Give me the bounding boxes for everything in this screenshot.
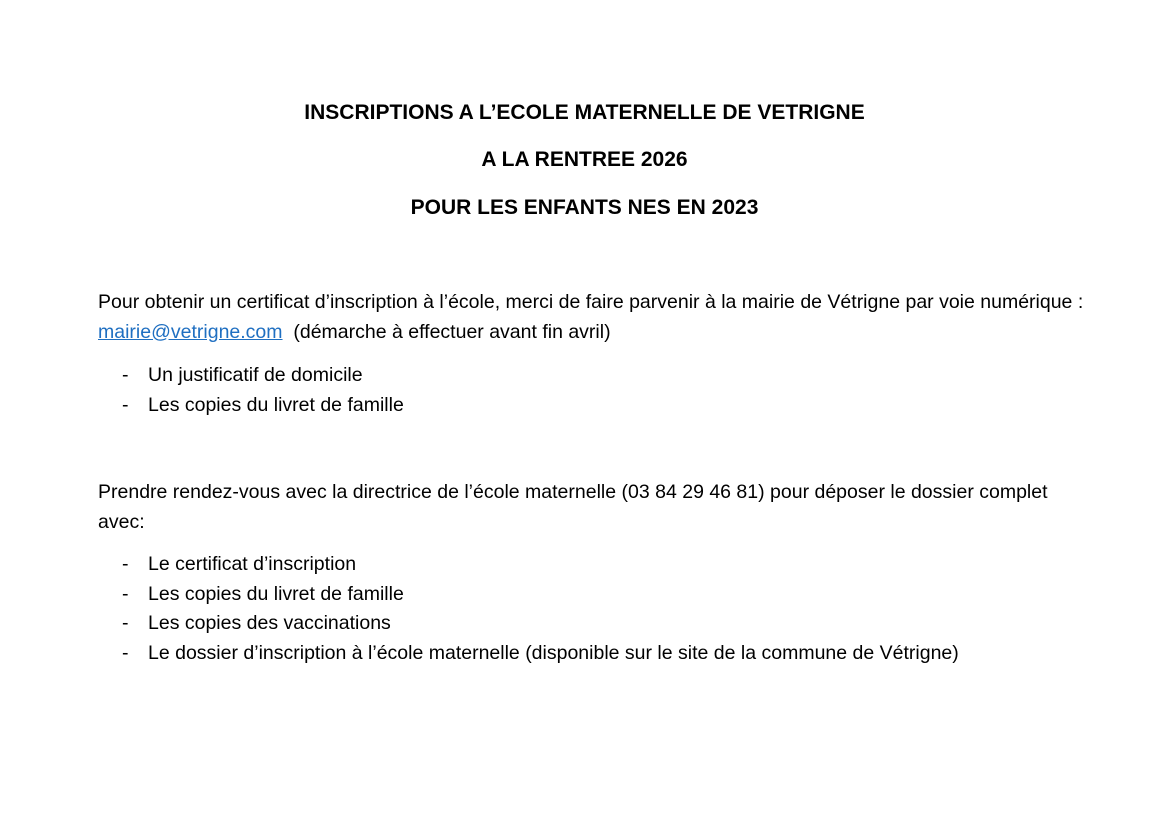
list-item: [0, 391, 988, 421]
list-item-text: Les copies du livret de famille: [148, 582, 404, 605]
list-bullet: -: [122, 393, 129, 416]
list-bullet: -: [122, 641, 129, 664]
list-item: [0, 609, 988, 639]
deadline-note: (démarche à effectuer avant fin avril): [282, 320, 611, 343]
list-bullet: -: [122, 364, 129, 386]
mairie-email-link[interactable]: mairie@vetrigne.com: [98, 320, 283, 343]
title-line-1: INSCRIPTIONS A L’ECOLE MATERNELLE DE VETRIGNE: [304, 101, 865, 124]
certificate-paragraph: [98, 288, 1088, 347]
list-item: [0, 361, 988, 391]
certificate-documents-list: [0, 361, 1169, 420]
list-item-text: Un justificatif de domicile: [148, 364, 363, 386]
list-item-text: Le certificat d’inscription: [148, 553, 357, 575]
list-item: [0, 550, 988, 580]
list-item-text: Le dossier d’inscription à l’école maternelle (disponible sur le site de la commune de Vétrigne): [148, 641, 959, 664]
list-item-text: Les copies des vaccinations: [148, 612, 391, 634]
appointment-paragraph: Prendre rendez-vous avec la directrice de l’école maternelle (03 84 29 46 81) pour déposer le dossier complet avec:: [98, 481, 1048, 533]
list-item: [0, 580, 988, 610]
dossier-documents-list: [0, 550, 1169, 668]
title-line-2: A LA RENTREE 2026: [481, 148, 688, 171]
list-item: [0, 639, 988, 669]
title-line-3: POUR LES ENFANTS NES EN 2023: [410, 196, 759, 219]
certificate-intro-text: Pour obtenir un certificat d’inscription à l’école, merci de faire parvenir à la mairie de Vétrigne par voie numérique :: [98, 291, 1084, 313]
list-bullet: -: [122, 553, 129, 575]
list-bullet: -: [122, 582, 129, 605]
list-bullet: -: [122, 612, 129, 634]
list-item-text: Les copies du livret de famille: [148, 393, 404, 416]
